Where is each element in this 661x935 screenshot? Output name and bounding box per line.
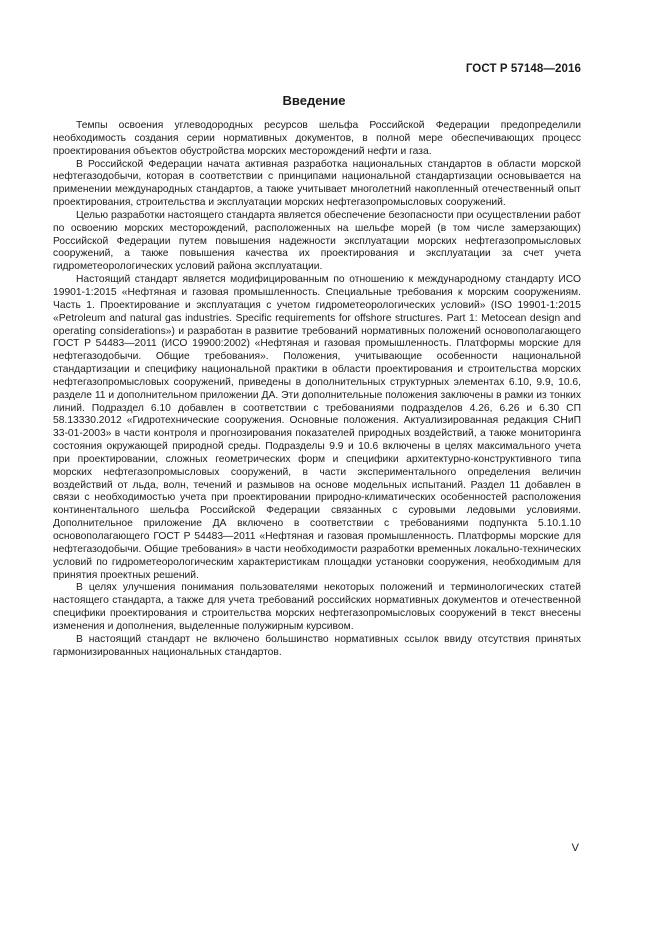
paragraph: Настоящий стандарт является модифицированным по отношению к международному стандарту ИСО 19901-1:2015 «Нефтяная и газовая промышленность. Специальные требования к морским сооружениям. Часть 1. Проектирование и эксплуатация с учетом гидрометеорологических условий» (ISO 19901-1:2015 «Petroleum and natural gas industries. Specific requirements for offshore structures. Part 1: Metocean design and operating considerations») и разработан в развитие требований нормативных положений основополагающего ГОСТ Р 54483—2011 (ИСО 19900:2002) «Нефтяная и газовая промышленность. Платформы морские для нефтегазодобычи. Общие требования». Положения, учитывающие особенности национальной стандартизации и специфику национальной практики в области проектирования и строительства морских нефтегазопромысловых сооружений, приведены в дополнительных структурных элементах 6.10, 9.9, 10.6, разделе 11 и дополнительном приложении ДА. Эти дополнительные положения заключены в рамки из тонких линий. Подраздел 6.10 добавлен в соответствии с требованиями подразделов 4.26, 6.26 и 6.30 СП 58.13330.2012 «Гидротехнические сооружения. Основные положения. Актуализированная редакция СНиП 33-01-2003» в части контроля и прогнозирования показателей природных воздействий, а также мониторинга состояния окружающей природной среды. Подразделы 9.9 и 10.6 включены в целях максимального учета при проектировании, сложных геометрических форм и специфики архитектурно-конструктивного типа морских нефтегазопромысловых сооружений, в части экспериментального определения величин воздействий от льда, волн, течений и размывов на основе модельных испытаний. Раздел 11 добавлен в связи с необходимостью учета при проектировании природно-климатических особенностей расположения континентального шельфа Российской Федерации связанных с суровыми ледовыми условиями. Дополнительное приложение ДА включено в соответствии с требованиями подпункта 5.10.1.10 основополагающего ГОСТ Р 54483—2011 «Нефтяная и газовая промышленность. Платформы морские для нефтегазодобычи. Общие требования» в части необходимости разработки временных локально-технических условий по гидрометеорологическим характеристикам площадки установки сооружения, необходимым для принятия проектных решений. (53, 274, 581, 581)
section-title: Введение (282, 93, 346, 108)
page-number: V (571, 842, 579, 854)
paragraph: В целях улучшения понимания пользователями некоторых положений и терминологических статей настоящего стандарта, а также для учета требований российских нормативных документов и отечественной специфики проектирования и строительства морских нефтегазопромысловых сооружений в текст внесены изменения и дополнения, выделенные полужирным курсивом. (53, 582, 581, 632)
paragraph: В настоящий стандарт не включено большинство нормативных ссылок ввиду отсутствия принятых гармонизированных национальных стандартов. (53, 633, 581, 658)
paragraph: Темпы освоения углеводородных ресурсов шельфа Российской Федерации предопределили необходимость создания серии нормативных документов, в полной мере обеспечивающих процесс проектирования объектов обустройства морских месторождений нефти и газа. (53, 120, 581, 157)
standard-code: ГОСТ Р 57148—2016 (465, 63, 581, 75)
document-body (53, 120, 581, 659)
paragraph: Целью разработки настоящего стандарта является обеспечение безопасности при осуществлении работ по освоению морских месторождений, расположенных на шельфе морей (в том числе замерзающих) Российской Федерации путем повышения надежности эксплуатации морских нефтегазопромысловых сооружений, а также повышения качества их проектирования и эксплуатации за счет учета гидрометеорологических условий района эксплуатации. (53, 209, 581, 273)
paragraph: В Российской Федерации начата активная разработка национальных стандартов в области морской нефтегазодобычи, которая в соответствии с принципами национальной стандартизации основывается на применении международных стандартов, а также учитывает многолетний накопленный отечественный опыт проектирования, строительства и эксплуатации морских нефтегазопромысловых сооружений. (53, 158, 581, 209)
